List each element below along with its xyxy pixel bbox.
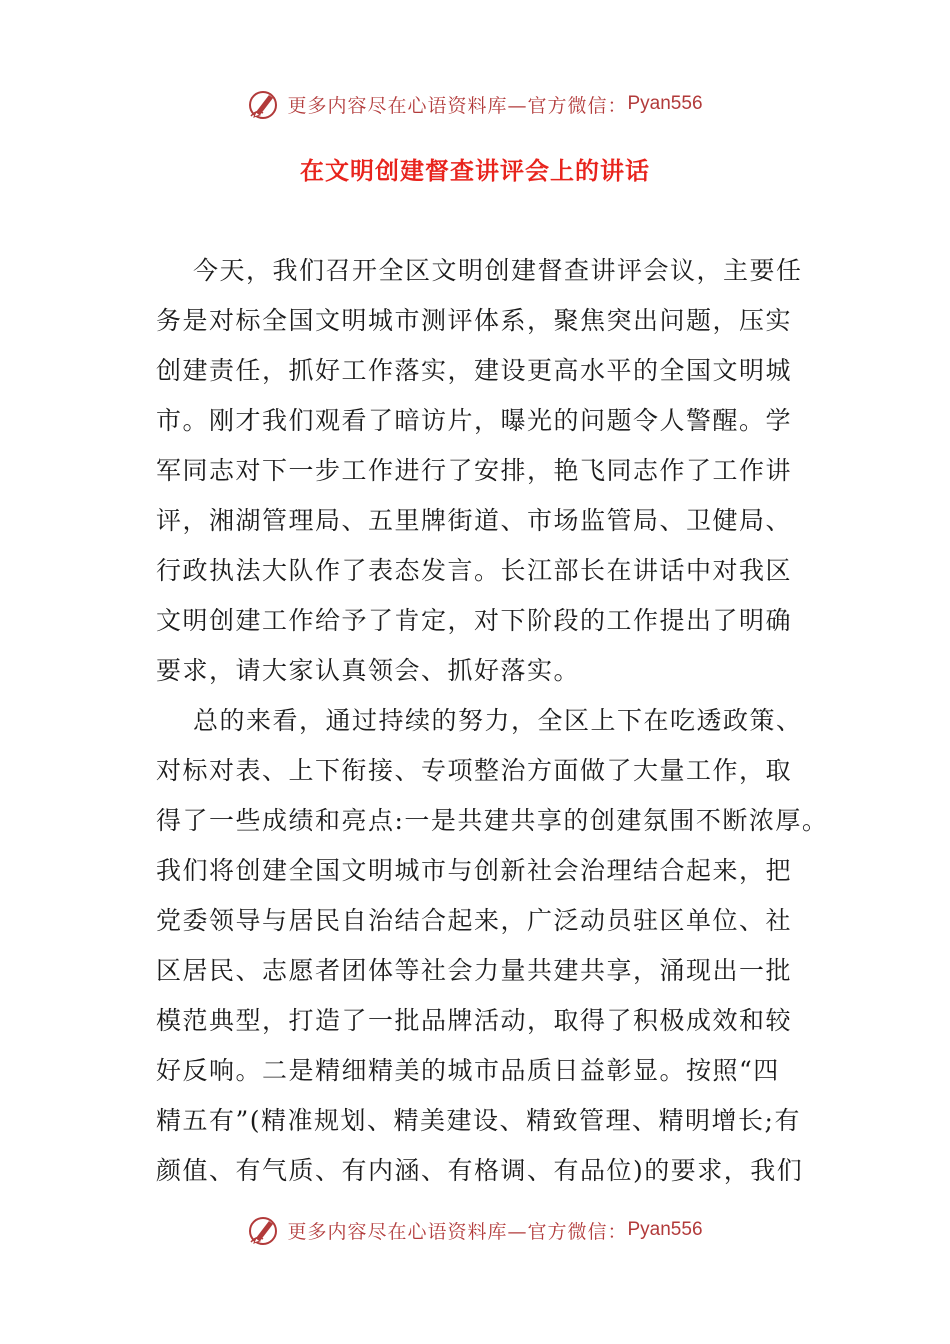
- pen-emblem-icon: [247, 1213, 281, 1247]
- pen-emblem-icon: [247, 87, 281, 121]
- body-line: 党委领导与居民自治结合起来，广泛动员驻区单位、社: [156, 906, 793, 935]
- document-title: 在文明创建督查讲评会上的讲话: [300, 157, 650, 185]
- body-line: 评，湘湖管理局、五里牌街道、市场监管局、卫健局、: [156, 506, 793, 535]
- document-body: [156, 246, 829, 1196]
- body-line: 文明创建工作给予了肯定，对下阶段的工作提出了明确: [156, 606, 793, 635]
- body-line: 军同志对下一步工作进行了安排，艳飞同志作了工作讲: [156, 456, 793, 485]
- body-line: 今天，我们召开全区文明创建督查讲评会议，主要任: [193, 256, 803, 285]
- body-line: 要求，请大家认真领会、抓好落实。: [156, 656, 581, 685]
- footer-banner: [0, 1210, 950, 1250]
- banner-wechat-id: Pyan556: [627, 93, 703, 114]
- body-line: 颜值、有气质、有内涵、有格调、有品位)的要求，我们: [156, 1156, 804, 1185]
- banner-text: 更多内容尽在心语资料库—官方微信：: [287, 94, 628, 117]
- body-line: 模范典型，打造了一批品牌活动，取得了积极成效和较: [156, 1006, 793, 1035]
- banner-wechat-id: Pyan556: [627, 1219, 703, 1240]
- banner-text: 更多内容尽在心语资料库—官方微信：: [287, 1220, 628, 1243]
- body-line: 对标对表、上下衔接、专项整治方面做了大量工作，取: [156, 756, 793, 785]
- body-line: 创建责任，抓好工作落实，建设更高水平的全国文明城: [156, 356, 793, 385]
- body-line: 得了一些成绩和亮点:一是共建共享的创建氛围不断浓厚。: [156, 806, 829, 835]
- body-line: 区居民、志愿者团体等社会力量共建共享，涌现出一批: [156, 956, 793, 985]
- body-line: 我们将创建全国文明城市与创新社会治理结合起来，把: [156, 856, 793, 885]
- body-line: 务是对标全国文明城市测评体系，聚焦突出问题，压实: [156, 306, 793, 335]
- body-line: 市。刚才我们观看了暗访片，曝光的问题令人警醒。学: [156, 406, 793, 435]
- body-line: 好反响。二是精细精美的城市品质日益彰显。按照“四: [156, 1056, 780, 1085]
- body-line: 总的来看，通过持续的努力，全区上下在吃透政策、: [193, 706, 803, 735]
- header-banner: [0, 84, 950, 124]
- body-line: 行政执法大队作了表态发言。长江部长在讲话中对我区: [156, 556, 793, 585]
- body-line: 精五有”(精准规划、精美建设、精致管理、精明增长;有: [156, 1106, 801, 1135]
